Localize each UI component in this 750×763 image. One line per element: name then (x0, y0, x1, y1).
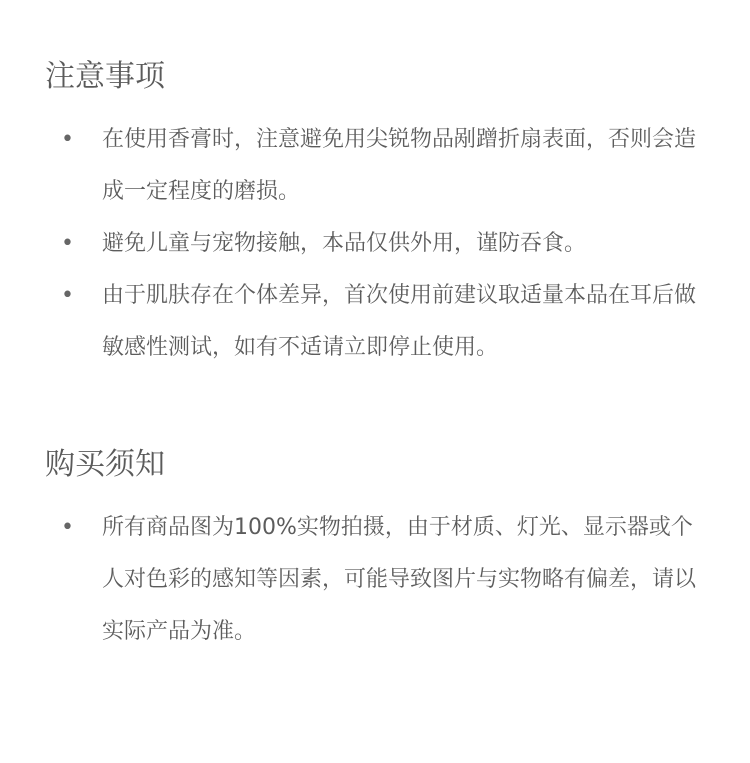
purchase-heading: 购买须知 (45, 447, 165, 482)
notes-heading: 注意事项 (45, 59, 165, 94)
bullet-icon: • (61, 127, 74, 152)
purchase-list (45, 502, 710, 658)
list-item-text: 所有商品图为100%实物拍摄，由于材质、灯光、显示器或个人对色彩的感知等因素，可能导致图片与实物略有偏差，请以实际产品为准。 (102, 515, 697, 644)
purchase-section (45, 442, 710, 658)
list-item-text: 由于肌肤存在个体差异，首次使用前建议取适量本品在耳后做敏感性测试，如有不适请立即停止使用。 (102, 283, 697, 360)
list-item-text: 在使用香膏时，注意避免用尖锐物品剐蹭折扇表面，否则会造成一定程度的磨损。 (102, 127, 697, 204)
bullet-icon: • (61, 515, 74, 540)
list-item (45, 502, 710, 658)
bullet-icon: • (61, 231, 74, 256)
bullet-icon: • (61, 283, 74, 308)
notes-section (45, 54, 710, 374)
list-item (45, 218, 710, 270)
list-item (45, 270, 710, 374)
notes-list (45, 114, 710, 374)
list-item-text: 避免儿童与宠物接触，本品仅供外用，谨防吞食。 (102, 231, 587, 256)
list-item (45, 114, 710, 218)
